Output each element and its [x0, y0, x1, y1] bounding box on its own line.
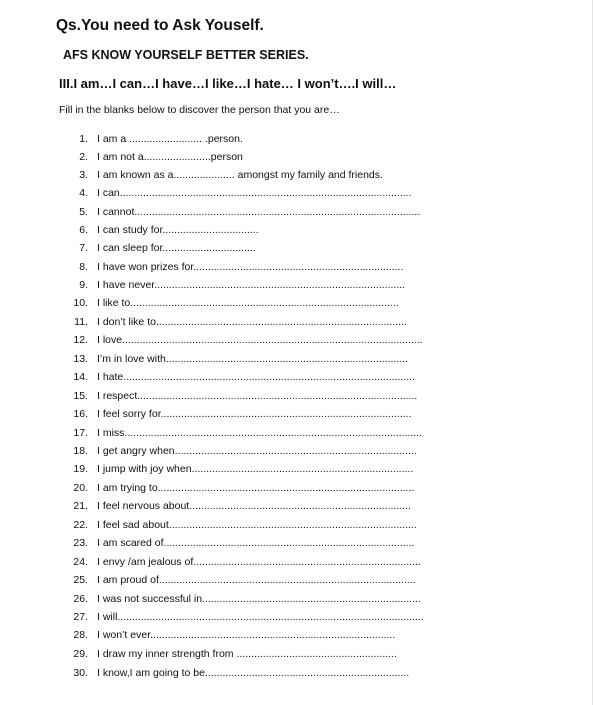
- item-number: 29.: [73, 648, 88, 660]
- item-number: 21.: [73, 500, 88, 512]
- item-text: I am proud of........................................................................................: [97, 574, 416, 586]
- item-text: I miss......................................................................................................: [97, 427, 422, 439]
- item-text: I draw my inner strength from .......................................................: [97, 648, 397, 660]
- item-text: I am not a.......................person: [97, 151, 243, 163]
- series-heading: AFS KNOW YOURSELF BETTER SERIES.: [63, 48, 309, 62]
- section-heading: III.I am…I can…I have…I like…I hate… I won’t….I will…: [59, 76, 397, 91]
- item-text: I cannot..................................................................................................: [97, 206, 421, 218]
- item-number: 3.: [79, 169, 88, 181]
- item-number: 12.: [73, 334, 88, 346]
- item-number: 1.: [79, 133, 88, 145]
- item-text: I feel sorry for......................................................................................: [97, 408, 412, 420]
- item-text: I was not successful in...........................................................................: [97, 593, 421, 605]
- item-number: 19.: [73, 463, 88, 475]
- item-text: I know,I am going to be......................................................................: [97, 667, 410, 679]
- page-title: Qs.You need to Ask Youself.: [56, 17, 264, 34]
- item-text: I have never......................................................................................: [97, 279, 406, 291]
- item-number: 2.: [79, 151, 88, 163]
- item-text: I get angry when...................................................................................: [97, 445, 417, 457]
- item-text: I won’t ever....................................................................................: [97, 629, 396, 641]
- item-text: I like to............................................................................................: [97, 297, 399, 309]
- item-text: I am a ......................... .person.: [97, 133, 243, 145]
- item-text: I hate....................................................................................................: [97, 371, 415, 383]
- item-number: 20.: [73, 482, 88, 494]
- item-text: I feel nervous about............................................................................: [97, 500, 411, 512]
- item-number: 8.: [79, 261, 88, 273]
- item-text: I can....................................................................................................: [97, 187, 412, 199]
- item-text: I’m in love with...................................................................................: [97, 353, 408, 365]
- item-text: I envy /am jealous of..............................................................................: [97, 556, 421, 568]
- item-text: I jump with joy when............................................................................: [97, 463, 414, 475]
- item-text: I am known as a..................... amongst my family and friends.: [97, 169, 383, 181]
- item-number: 28.: [73, 629, 88, 641]
- item-text: I have won prizes for........................................................................: [97, 261, 404, 273]
- instructions: Fill in the blanks below to discover the person that you are…: [59, 104, 340, 116]
- item-text: I don’t like to......................................................................................: [97, 316, 407, 328]
- item-number: 11.: [74, 316, 88, 328]
- item-number: 30.: [73, 667, 88, 679]
- item-number: 25.: [73, 574, 88, 586]
- item-text: I am scared of......................................................................................: [97, 537, 415, 549]
- item-number: 16.: [73, 408, 88, 420]
- item-text: I feel sad about.....................................................................................: [97, 519, 417, 531]
- item-number: 5.: [79, 206, 88, 218]
- item-number: 23.: [73, 537, 88, 549]
- item-number: 24.: [73, 556, 88, 568]
- item-text: I am trying to........................................................................................: [97, 482, 415, 494]
- item-number: 14.: [73, 371, 88, 383]
- item-number: 7.: [79, 242, 88, 254]
- item-number: 6.: [79, 224, 88, 236]
- item-number: 26.: [73, 593, 88, 605]
- item-number: 10.: [73, 297, 88, 309]
- item-number: 9.: [79, 279, 88, 291]
- item-number: 27.: [73, 611, 88, 623]
- item-number: 15.: [73, 390, 88, 402]
- item-number: 4.: [79, 187, 88, 199]
- item-number: 17.: [73, 427, 88, 439]
- item-text: I will.........................................................................................................: [97, 611, 424, 623]
- item-text: I can study for.................................: [97, 224, 259, 236]
- item-text: I love.......................................................................................................: [97, 334, 423, 346]
- item-text: I can sleep for................................: [97, 242, 256, 254]
- item-text: I respect................................................................................................: [97, 390, 418, 402]
- item-number: 13.: [73, 353, 88, 365]
- item-number: 22.: [73, 519, 88, 531]
- item-number: 18.: [73, 445, 88, 457]
